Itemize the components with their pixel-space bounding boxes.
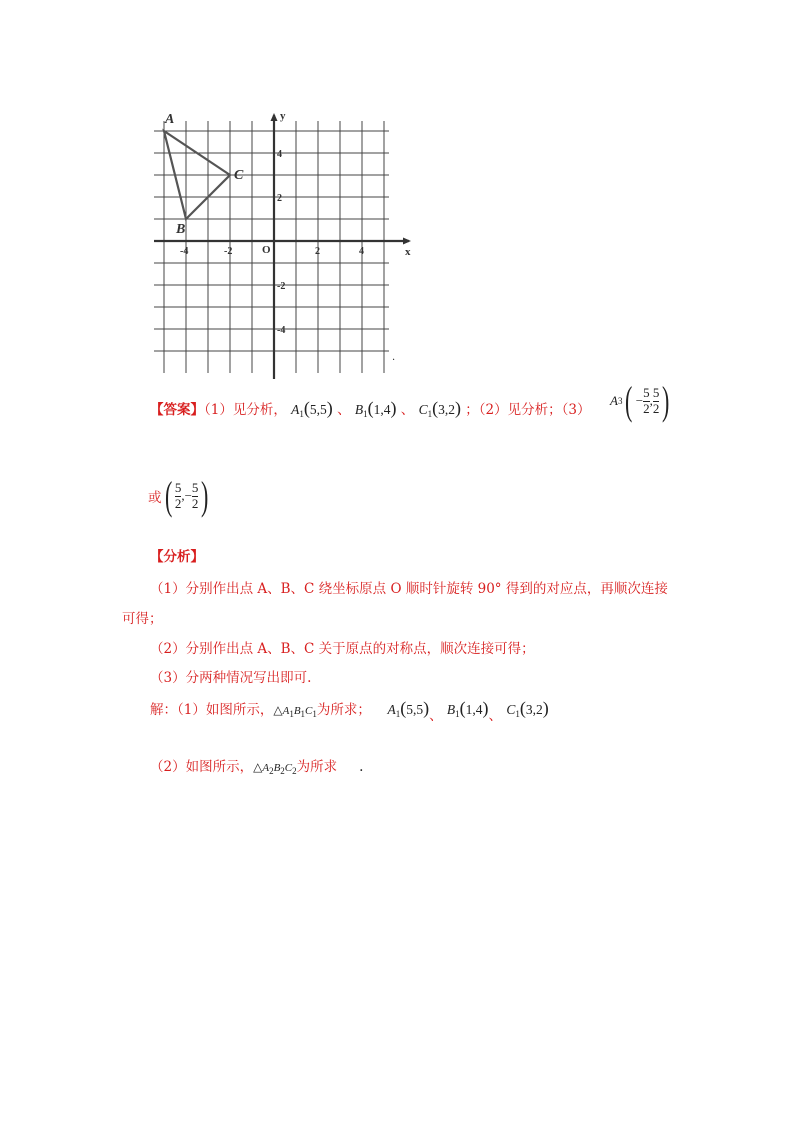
x-tick-label: 4 <box>359 246 364 257</box>
triangle-a1b1c1: $A_1B_1C_1$ <box>282 705 317 719</box>
grid-lines <box>154 121 389 373</box>
graph-dot: . <box>392 352 396 363</box>
answer-part1-end: ；（2）见分析；（3） <box>465 402 591 418</box>
analysis-line-1: （1）分别作出点 A、B、C 绕坐标原点 O 顺时针旋转 90° 得到的对应点，再顺次连接 <box>150 581 668 597</box>
fraction: $\frac{5}{2}$ <box>191 479 199 511</box>
x-tick-label: -4 <box>180 246 189 257</box>
x-tick-label: -2 <box>224 246 233 257</box>
fraction: $\frac{5}{2}$ <box>174 479 182 511</box>
alt-answer: 或 ( $\frac{5}{2}$ , − $\frac{5}{2}$ ) <box>148 473 209 518</box>
point-a1: $A_1(5,5)$ <box>291 398 333 419</box>
origin-label: O <box>262 244 271 256</box>
graph-labels <box>164 110 411 336</box>
analysis-line-1b: 可得； <box>122 611 163 627</box>
x-tick-label: 2 <box>315 246 320 257</box>
triangle-a2b2c2: $A_2B_2C_2$ <box>262 762 297 776</box>
x-axis-arrow <box>403 238 411 245</box>
fraction: $\frac{5}{2}$ <box>652 384 660 416</box>
x-axis-label: x <box>405 246 411 258</box>
answer-part1: （1）见分析， <box>204 402 287 418</box>
y-tick-label: -2 <box>277 281 286 292</box>
point-b1: $B_1(1,4)$ <box>354 398 397 419</box>
point-b1: $B_1(1,4)$ <box>446 698 489 719</box>
point-label-b: B <box>176 222 186 237</box>
solution-line-1: 解：（1）如图所示，$\triangle A_1B_1C_1$为所求； $A_1(5,5)$、 $B_1(1,4)$、 $C_1(3,2)$ <box>150 698 549 724</box>
y-axis-arrow <box>271 113 278 121</box>
coordinate-graph <box>150 90 411 365</box>
answer-tag: 【答案】 <box>150 402 204 418</box>
answer-line <box>150 398 590 419</box>
analysis-tag: 【分析】 <box>150 549 204 565</box>
point-label-a: A <box>165 112 175 127</box>
separator: 、 <box>337 402 351 418</box>
separator: 、 <box>400 402 415 418</box>
point-a1: $A_1(5,5)$ <box>387 698 430 719</box>
point-a3: A 3 ( − $\frac{5}{2}$ , $\frac{5}{2}$ ) <box>610 378 670 423</box>
y-axis-label: y <box>280 110 286 122</box>
point-label-c: C <box>234 168 244 183</box>
point-c1: $C_1(3,2)$ <box>418 398 461 419</box>
analysis-line-3: （3）分两种情况写出即可. <box>150 670 312 686</box>
point-c1: $C_1(3,2)$ <box>506 698 549 719</box>
fraction: $\frac{5}{2}$ <box>643 384 650 416</box>
y-tick-label: -4 <box>277 325 286 336</box>
y-tick-label: 4 <box>277 149 282 160</box>
analysis-line-2: （2）分别作出点 A、B、C 关于原点的对称点，顺次连接可得； <box>150 641 535 657</box>
y-tick-label: 2 <box>277 193 282 204</box>
solution-line-2: （2）如图所示，$\triangle A_2B_2C_2$为所求 . <box>150 759 364 776</box>
